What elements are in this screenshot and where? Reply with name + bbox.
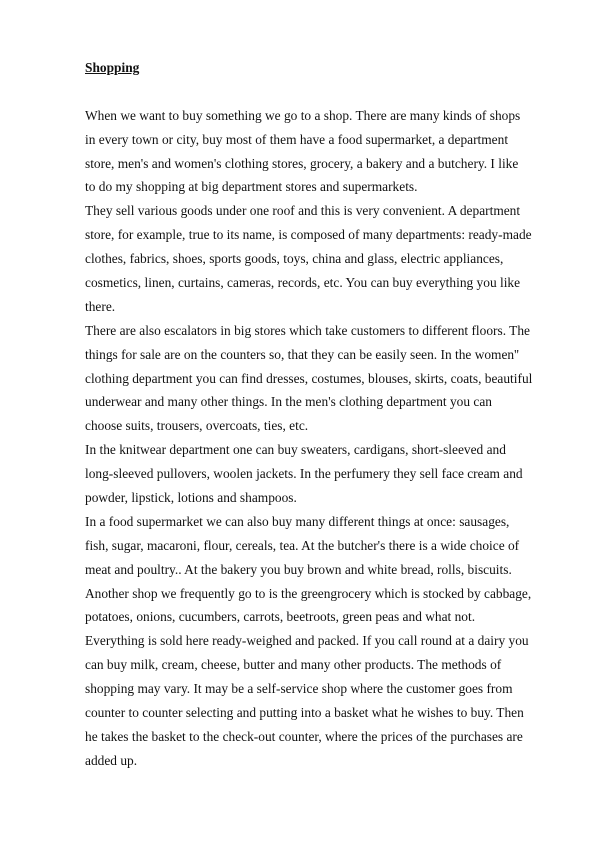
paragraph	[85, 319, 555, 438]
text-line: added up.	[85, 752, 138, 768]
text-line: powder, lipstick, lotions and shampoos.	[85, 490, 297, 506]
text-line: can buy milk, cream, cheese, butter and many other products. The methods of	[85, 657, 502, 673]
paragraph	[85, 510, 555, 773]
text-line: shopping may vary. It may be a self-service shop where the customer goes from	[85, 681, 513, 697]
paragraph	[85, 199, 555, 318]
text-line: store, for example, true to its name, is composed of many departments: ready-made	[85, 227, 532, 243]
text-line: clothing department you can find dresses, costumes, blouses, skirts, coats, beautiful	[85, 370, 533, 386]
text-line: choose suits, trousers, overcoats, ties, etc.	[85, 418, 309, 434]
text-line: long-sleeved pullovers, woolen jackets. In the perfumery they sell face cream and	[85, 466, 523, 482]
text-line: things for sale are on the counters so, that they can be easily seen. In the women''	[85, 346, 519, 362]
document-body	[85, 56, 555, 773]
text-line: cosmetics, linen, curtains, cameras, records, etc. You can buy everything you like	[85, 275, 521, 291]
text-line: fish, sugar, macaroni, flour, cereals, tea. At the butcher's there is a wide choice of	[85, 537, 520, 553]
text-line: underwear and many other things. In the men's clothing department you can	[85, 394, 492, 410]
text-line: Everything is sold here ready-weighed and packed. If you call round at a dairy you	[85, 633, 529, 649]
text-line: When we want to buy something we go to a shop. There are many kinds of shops	[85, 107, 521, 123]
text-line: They sell various goods under one roof and this is very convenient. A department	[85, 203, 521, 219]
paragraph	[85, 104, 555, 200]
text-line: he takes the basket to the check-out counter, where the prices of the purchases are	[85, 728, 523, 744]
text-line: store, men's and women's clothing stores, grocery, a bakery and a butchery. I like	[85, 155, 519, 171]
document-title: Shopping	[85, 60, 140, 75]
text-line: Another shop we frequently go to is the greengrocery which is stocked by cabbage,	[85, 585, 532, 601]
text-line: to do my shopping at big department stores and supermarkets.	[85, 179, 418, 195]
text-line: clothes, fabrics, shoes, sports goods, toys, china and glass, electric appliances,	[85, 251, 504, 267]
text-line: there.	[85, 298, 116, 314]
paragraph	[85, 438, 555, 510]
text-line: In the knitwear department one can buy sweaters, cardigans, short-sleeved and	[85, 442, 506, 458]
document-paragraphs	[85, 104, 555, 773]
text-line: There are also escalators in big stores which take customers to different floors. The	[85, 322, 530, 338]
text-line: meat and poultry.. At the bakery you buy brown and white bread, rolls, biscuits.	[85, 561, 512, 577]
text-line: counter to counter selecting and putting into a basket what he wishes to buy. Then	[85, 705, 524, 721]
text-line: potatoes, onions, cucumbers, carrots, beetroots, green peas and what not.	[85, 609, 476, 625]
text-line: in every town or city, buy most of them have a food supermarket, a department	[85, 131, 509, 147]
text-line: In a food supermarket we can also buy many different things at once: sausages,	[85, 513, 510, 529]
